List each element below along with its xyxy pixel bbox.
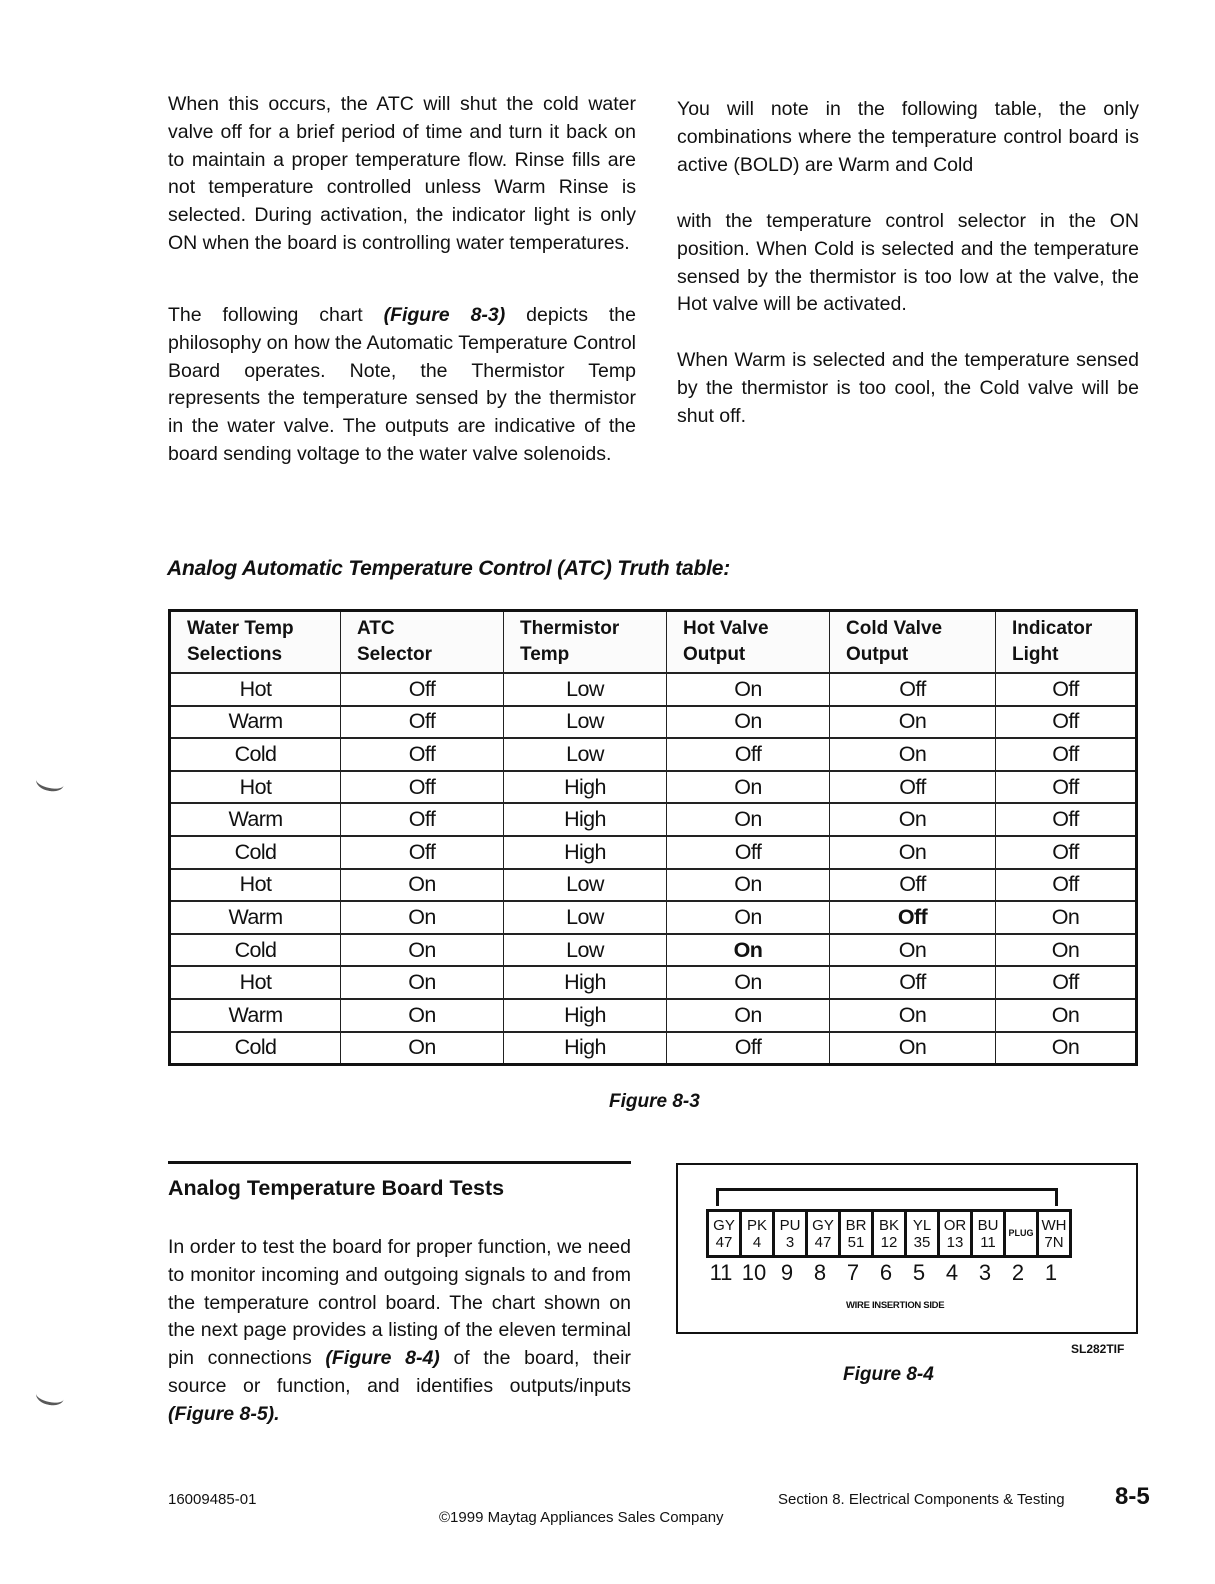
figure-8-4-caption: Figure 8-4 [843, 1364, 934, 1385]
table-cell: On [667, 999, 830, 1032]
pin-number-row [706, 1260, 1066, 1286]
table-cell: Off [996, 836, 1137, 869]
table-cell: Warm [170, 803, 341, 836]
pin-wire-color: BR [845, 1216, 867, 1234]
scan-artifact-icon [35, 1385, 66, 1407]
table-cell: Off [996, 738, 1137, 771]
table-cell: Off [830, 901, 996, 934]
table-cell: On [996, 1032, 1137, 1065]
figure-reference: (Figure 8-3) [383, 304, 506, 326]
pin-wire-color: GY [713, 1216, 735, 1234]
pin-number: 10 [741, 1260, 767, 1285]
paragraph-text: of the board, their source or function, and identifies outputs/inputs [168, 1347, 631, 1397]
table-row [170, 966, 1137, 999]
pin-number: 7 [846, 1260, 860, 1285]
pin-number: 9 [780, 1260, 794, 1285]
column-header: Water Temp Selections [170, 611, 341, 674]
pin-wire-number: 47 [814, 1233, 832, 1251]
paragraph-text: The following chart [168, 304, 384, 326]
connector-pin [874, 1212, 904, 1255]
pin-wire-color: WH [1041, 1216, 1067, 1234]
table-row [170, 738, 1137, 771]
connector-pin [973, 1212, 1003, 1255]
column-header: Hot Valve Output [667, 611, 830, 674]
table-cell: On [830, 934, 996, 967]
table-cell: Off [996, 771, 1137, 804]
table-cell: On [996, 999, 1137, 1032]
pin-wire-number: 3 [785, 1233, 795, 1251]
board-tests-paragraph [168, 1234, 631, 1429]
table-cell: Low [504, 869, 667, 902]
table-row [170, 999, 1137, 1032]
table-cell: Off [996, 706, 1137, 739]
pin-number: 1 [1044, 1260, 1058, 1285]
table-cell: On [667, 706, 830, 739]
copyright: ©1999 Maytag Appliances Sales Company [439, 1509, 724, 1526]
table-cell: High [504, 771, 667, 804]
intro-paragraph-2 [168, 302, 636, 469]
document-number: 16009485-01 [168, 1491, 257, 1508]
table-row [170, 836, 1137, 869]
table-cell: Cold [170, 738, 341, 771]
right-paragraph-3: When Warm is selected and the temperature sensed by the thermistor is too cool, the Cold valve will be shut off. [677, 349, 1139, 427]
pin-wire-number: 11 [980, 1233, 996, 1251]
column-header: Indicator Light [996, 611, 1137, 674]
pin-wire-color: GY [812, 1216, 834, 1234]
pin-wire-number: 13 [946, 1233, 964, 1251]
table-cell: Off [341, 738, 504, 771]
table-cell: On [830, 803, 996, 836]
table-row [170, 771, 1137, 804]
table-cell: On [341, 869, 504, 902]
table-cell: Low [504, 934, 667, 967]
right-paragraph-2: with the temperature control selector in the ON position. When Cold is selected and the temperature sensed by the thermistor is too low at the valve, the Hot valve will be activated. [677, 210, 1139, 316]
pin-wire-color: PLUG [1008, 1228, 1034, 1238]
table-cell: On [830, 836, 996, 869]
table-cell: On [830, 706, 996, 739]
pin-wire-number: 4 [752, 1233, 762, 1251]
table-cell: Low [504, 738, 667, 771]
table-cell: Hot [170, 869, 341, 902]
pin-wire-color: BK [878, 1216, 899, 1234]
table-cell: High [504, 966, 667, 999]
table-cell: On [830, 999, 996, 1032]
table-cell: On [667, 673, 830, 706]
atc-truth-table [168, 609, 1138, 1066]
table-row [170, 803, 1137, 836]
table-cell: Warm [170, 706, 341, 739]
table-header-row [170, 611, 1137, 674]
table-cell: Low [504, 706, 667, 739]
table-cell: Off [996, 673, 1137, 706]
right-paragraph-1: You will note in the following table, the only combinations where the temperature control board is active (BOLD) are Warm and Cold [677, 98, 1139, 176]
pin-number: 4 [945, 1260, 959, 1285]
table-cell: Warm [170, 999, 341, 1032]
table-cell: High [504, 999, 667, 1032]
table-cell: Off [830, 869, 996, 902]
table-cell: Off [996, 869, 1137, 902]
table-cell: Off [667, 836, 830, 869]
table-cell: Cold [170, 934, 341, 967]
table-cell: On [341, 999, 504, 1032]
connector-pin [742, 1212, 772, 1255]
table-body [170, 673, 1137, 1065]
pin-number: 8 [813, 1260, 827, 1285]
table-cell: On [667, 771, 830, 804]
table-cell: High [504, 1032, 667, 1065]
connector-pin [940, 1212, 970, 1255]
table-cell: Warm [170, 901, 341, 934]
table-row [170, 901, 1137, 934]
pin-wire-color: OR [943, 1216, 967, 1234]
connector-bracket [716, 1188, 1058, 1206]
table-row [170, 869, 1137, 902]
table-cell: Hot [170, 771, 341, 804]
pin-number: 3 [978, 1260, 992, 1285]
table-cell: Hot [170, 966, 341, 999]
connector-pin [1006, 1212, 1036, 1255]
figure-8-3-caption: Figure 8-3 [609, 1091, 700, 1112]
table-cell: Off [996, 803, 1137, 836]
table-cell: Off [996, 966, 1137, 999]
truth-table-title: Analog Automatic Temperature Control (ATC) Truth table: [167, 557, 731, 580]
table-cell: On [667, 966, 830, 999]
paragraph-text: In order to test the board for proper function, we need to monitor incoming and outgoing signals to and from the temperature control board. The chart shown on the next page provides a listing of the eleven terminal pin connections [168, 1236, 631, 1370]
pin-number: 2 [1011, 1260, 1025, 1285]
pin-wire-color: BU [977, 1216, 999, 1234]
table-cell: Off [830, 771, 996, 804]
table-cell: Off [341, 673, 504, 706]
table-row [170, 706, 1137, 739]
connector-pin [808, 1212, 838, 1255]
pin-wire-number: 7N [1044, 1233, 1064, 1251]
figure-reference: (Figure 8-4) [325, 1347, 440, 1370]
table-cell: On [667, 934, 830, 967]
table-cell: On [667, 901, 830, 934]
pin-number: 6 [879, 1260, 893, 1285]
connector-pin [775, 1212, 805, 1255]
table-cell: Off [341, 836, 504, 869]
section-label: Section 8. Electrical Components & Testing [778, 1491, 1065, 1508]
table-cell: On [667, 803, 830, 836]
table-cell: On [667, 869, 830, 902]
wire-insertion-side-label: WIRE INSERTION SIDE [846, 1300, 945, 1311]
pin-wire-number: 47 [715, 1233, 733, 1251]
connector-pin-strip [706, 1209, 1072, 1258]
pin-wire-number: 12 [880, 1233, 898, 1251]
connector-pin [907, 1212, 937, 1255]
paragraph-text: depicts the philosophy on how the Automatic Temperature Control Board operates. Note, the Thermistor Temp represents the temperature sensed by the thermistor in the water valve. The outputs are indicative of the board sending voltage to the water valve solenoids. [168, 304, 636, 465]
figure-code: SL282TIF [1071, 1342, 1125, 1356]
scan-artifact-icon [35, 771, 66, 793]
table-cell: High [504, 803, 667, 836]
table-cell: Off [667, 1032, 830, 1065]
table-cell: Cold [170, 1032, 341, 1065]
section-heading: Analog Temperature Board Tests [168, 1176, 505, 1200]
table-cell: Off [830, 673, 996, 706]
table-cell: On [996, 934, 1137, 967]
table-cell: On [341, 901, 504, 934]
table-row [170, 673, 1137, 706]
connector-pin [841, 1212, 871, 1255]
table-cell: On [341, 966, 504, 999]
pin-wire-color: PU [779, 1216, 801, 1234]
section-divider [168, 1161, 631, 1164]
table-cell: Cold [170, 836, 341, 869]
pin-number: 11 [709, 1260, 733, 1285]
column-header: ATC Selector [341, 611, 504, 674]
page-number: 8-5 [1115, 1483, 1150, 1510]
intro-paragraph-1: When this occurs, the ATC will shut the cold water valve off for a brief period of time and turn it back on to maintain a proper temperature flow. Rinse fills are not temperature controlled unless Warm Rinse is selected. During activation, the indicator light is only ON when the board is controlling water temperatures. [168, 93, 636, 254]
table-cell: High [504, 836, 667, 869]
connector-pin [709, 1212, 739, 1255]
table-cell: On [830, 1032, 996, 1065]
pin-number: 5 [912, 1260, 926, 1285]
pin-wire-color: YL [912, 1216, 932, 1234]
table-row [170, 934, 1137, 967]
table-cell: On [341, 934, 504, 967]
table-cell: Low [504, 673, 667, 706]
table-cell: Low [504, 901, 667, 934]
table-cell: On [830, 738, 996, 771]
table-row [170, 1032, 1137, 1065]
pin-wire-color: PK [746, 1216, 767, 1234]
table-cell: Hot [170, 673, 341, 706]
table-cell: Off [341, 803, 504, 836]
column-header: Thermistor Temp [504, 611, 667, 674]
connector-pin [1039, 1212, 1069, 1255]
table-cell: Off [667, 738, 830, 771]
table-cell: Off [341, 771, 504, 804]
table-cell: On [996, 901, 1137, 934]
column-header: Cold Valve Output [830, 611, 996, 674]
figure-reference: (Figure 8-5). [168, 1402, 280, 1425]
pin-wire-number: 51 [847, 1233, 865, 1251]
table-cell: Off [341, 706, 504, 739]
table-cell: Off [830, 966, 996, 999]
table-cell: On [341, 1032, 504, 1065]
pin-wire-number: 35 [913, 1233, 931, 1251]
